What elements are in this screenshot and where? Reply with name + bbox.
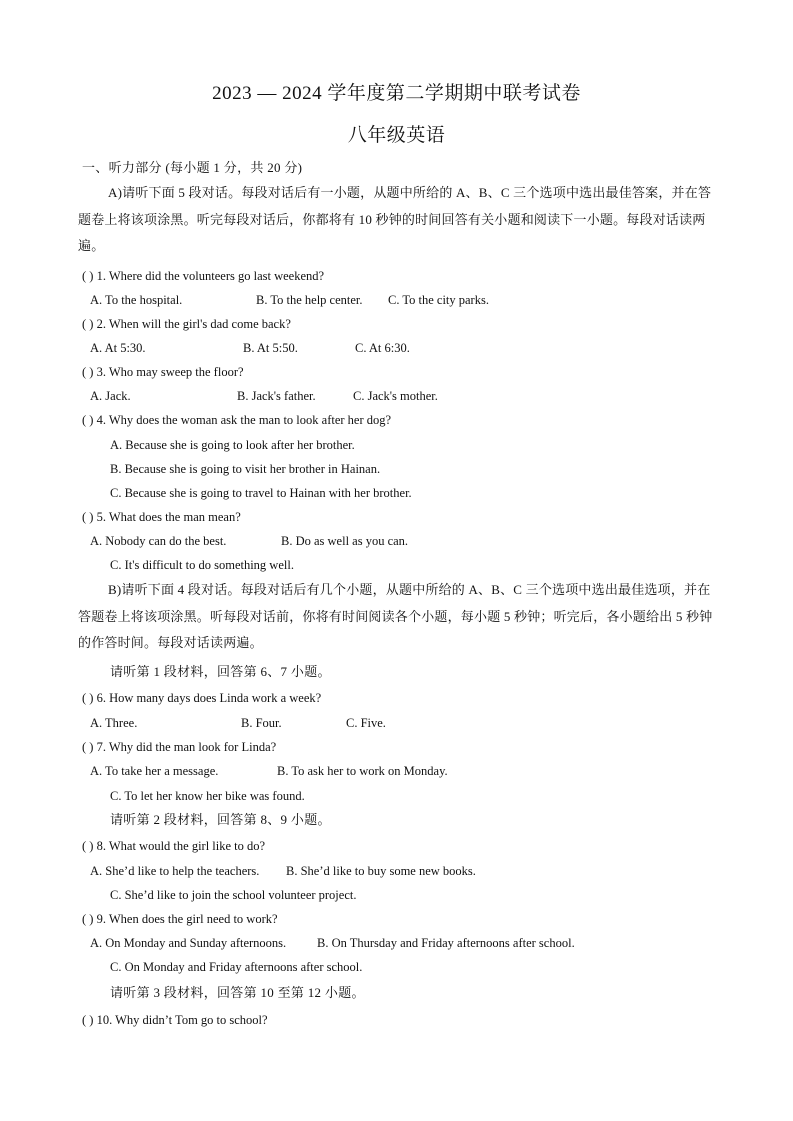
option-b: B. To the help center.: [256, 293, 363, 307]
option-a: A. She’d like to help the teachers.: [90, 864, 260, 878]
option-c: C. At 6:30.: [355, 341, 410, 355]
question-stem: ( ) 8. What would the girl like to do?: [82, 839, 266, 853]
part-a-instructions: A)请听下面 5 段对话。每段对话后有一小题，从题中所给的 A、B、C 三个选项中选出最佳答案，并在答题卷上将该项涂黑。听完每段对话后，你都将有 10 秒钟的时间回答有关小题和阅读下一小题。每段对话读两遍。: [78, 185, 712, 253]
exam-subtitle: 八年级英语: [347, 125, 446, 146]
section-heading: 一、听力部分 (每小题 1 分，共 20 分): [82, 160, 303, 175]
option-b: B. She’d like to buy some new books.: [286, 864, 476, 878]
option-c: C. Five.: [346, 716, 386, 730]
option-b: B. Because she is going to visit her brother in Hainan.: [110, 462, 381, 476]
question-stem: ( ) 4. Why does the woman ask the man to look after her dog?: [82, 413, 392, 427]
option-c: C. Because she is going to travel to Hainan with her brother.: [110, 486, 412, 500]
option-c: C. On Monday and Friday afternoons after school.: [110, 960, 363, 974]
option-c: C. To the city parks.: [388, 293, 489, 307]
part-b-instructions: B)请听下面 4 段对话。每段对话后有几个小题，从题中所给的 A、B、C 三个选项中选出最佳选项，并在答题卷上将该项涂黑。听每段对话前，你将有时间阅读各个小题，每小题 5 秒钟；听完后，各小题给出 5 秒钟的作答时间。每段对话读两遍。: [78, 582, 713, 650]
material-note: 请听第 1 段材料，回答第 6、7 小题。: [110, 664, 331, 679]
option-c: C. Jack's mother.: [353, 389, 438, 403]
question-stem: ( ) 1. Where did the volunteers go last weekend?: [82, 269, 325, 283]
option-b: B. At 5:50.: [243, 341, 298, 355]
question-stem: ( ) 9. When does the girl need to work?: [82, 912, 278, 926]
option-c: C. She’d like to join the school volunteer project.: [110, 888, 357, 902]
option-a: A. On Monday and Sunday afternoons.: [90, 936, 287, 950]
question-stem: ( ) 3. Who may sweep the floor?: [82, 365, 244, 379]
option-a: A. At 5:30.: [90, 341, 146, 355]
option-b: B. On Thursday and Friday afternoons after school.: [317, 936, 575, 950]
question-stem: ( ) 6. How many days does Linda work a week?: [82, 691, 322, 705]
option-b: B. Four.: [241, 716, 282, 730]
exam-title: 2023 — 2024 学年度第二学期期中联考试卷: [212, 83, 581, 104]
question-stem: ( ) 5. What does the man mean?: [82, 510, 241, 524]
option-b: B. Jack's father.: [237, 389, 316, 403]
option-a: A. To take her a message.: [90, 764, 219, 778]
question-stem: ( ) 7. Why did the man look for Linda?: [82, 740, 277, 754]
question-stem: ( ) 2. When will the girl's dad come back?: [82, 317, 291, 331]
option-c: C. It's difficult to do something well.: [110, 558, 294, 572]
option-a: A. To the hospital.: [90, 293, 183, 307]
option-a: A. Jack.: [90, 389, 131, 403]
option-b: B. Do as well as you can.: [281, 534, 409, 548]
option-a: A. Nobody can do the best.: [90, 534, 227, 548]
material-note: 请听第 3 段材料，回答第 10 至第 12 小题。: [110, 985, 365, 1000]
option-a: A. Three.: [90, 716, 138, 730]
question-stem: ( ) 10. Why didn’t Tom go to school?: [82, 1013, 268, 1027]
option-b: B. To ask her to work on Monday.: [277, 764, 448, 778]
option-c: C. To let her know her bike was found.: [110, 789, 305, 803]
option-a: A. Because she is going to look after her brother.: [110, 438, 355, 452]
material-note: 请听第 2 段材料，回答第 8、9 小题。: [110, 812, 331, 827]
